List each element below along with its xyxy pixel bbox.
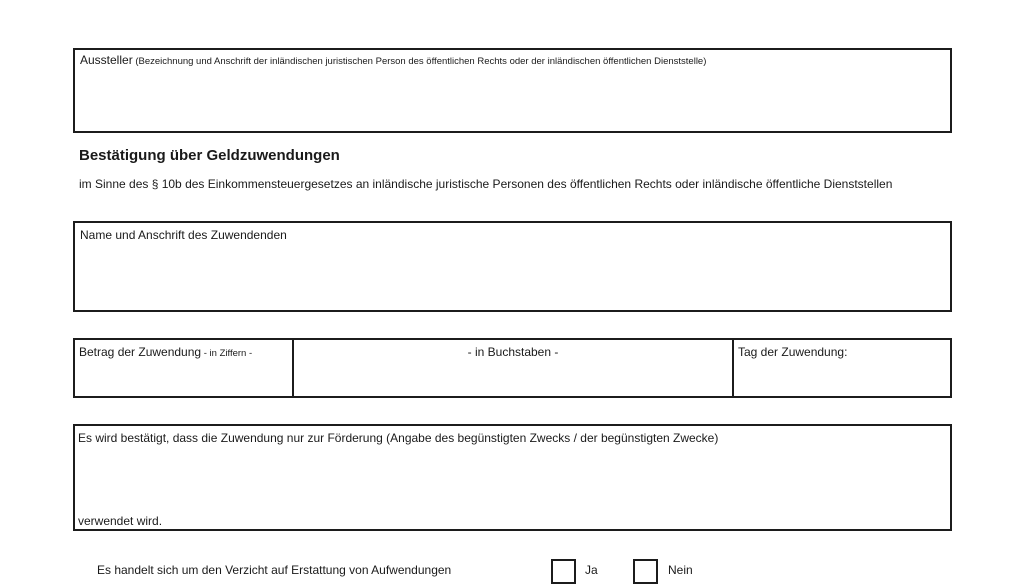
waiver-yes-label: Ja [585, 563, 598, 577]
waiver-yes-checkbox[interactable] [551, 559, 576, 584]
donation-date-field[interactable] [734, 340, 950, 396]
amount-digits-field[interactable] [75, 340, 294, 396]
amount-digits-label [79, 345, 252, 361]
waiver-question: Es handelt sich um den Verzicht auf Erstattung von Aufwendungen [97, 563, 452, 577]
issuer-label [80, 53, 706, 69]
issuer-label-hint: (Bezeichnung und Anschrift der inländischen juristischen Person des öffentlichen Rechts oder der inländischen öffentlichen Dienststelle) [132, 56, 707, 67]
waiver-no-checkbox[interactable] [633, 559, 658, 584]
document-title: Bestätigung über Geldzuwendungen [79, 147, 340, 164]
amount-digits-label-main: Betrag der Zuwendung [79, 345, 202, 359]
amount-words-field[interactable] [294, 340, 734, 396]
issuer-field[interactable] [73, 48, 952, 133]
document-subtitle: im Sinne des § 10b des Einkommensteuergesetzes an inländische juristische Personen des öffentlichen Rechts oder inländische öffentliche Dienststellen [79, 177, 893, 191]
purpose-intro-text: Es wird bestätigt, dass die Zuwendung nur zur Förderung (Angabe des begünstigten Zwecks / der begünstigten Zwecke) [78, 431, 719, 445]
purpose-field[interactable] [73, 424, 952, 531]
donation-date-label: Tag der Zuwendung: [738, 345, 848, 359]
waiver-no-label: Nein [668, 563, 693, 577]
issuer-label-main: Aussteller [80, 53, 133, 67]
amount-digits-hint: - in Ziffern - [201, 348, 253, 359]
donor-name-address-field[interactable] [73, 221, 952, 312]
amount-row [73, 338, 952, 398]
donor-label: Name und Anschrift des Zuwendenden [80, 228, 287, 242]
purpose-outro-text: verwendet wird. [78, 514, 163, 528]
amount-words-label: - in Buchstaben - [467, 345, 559, 359]
